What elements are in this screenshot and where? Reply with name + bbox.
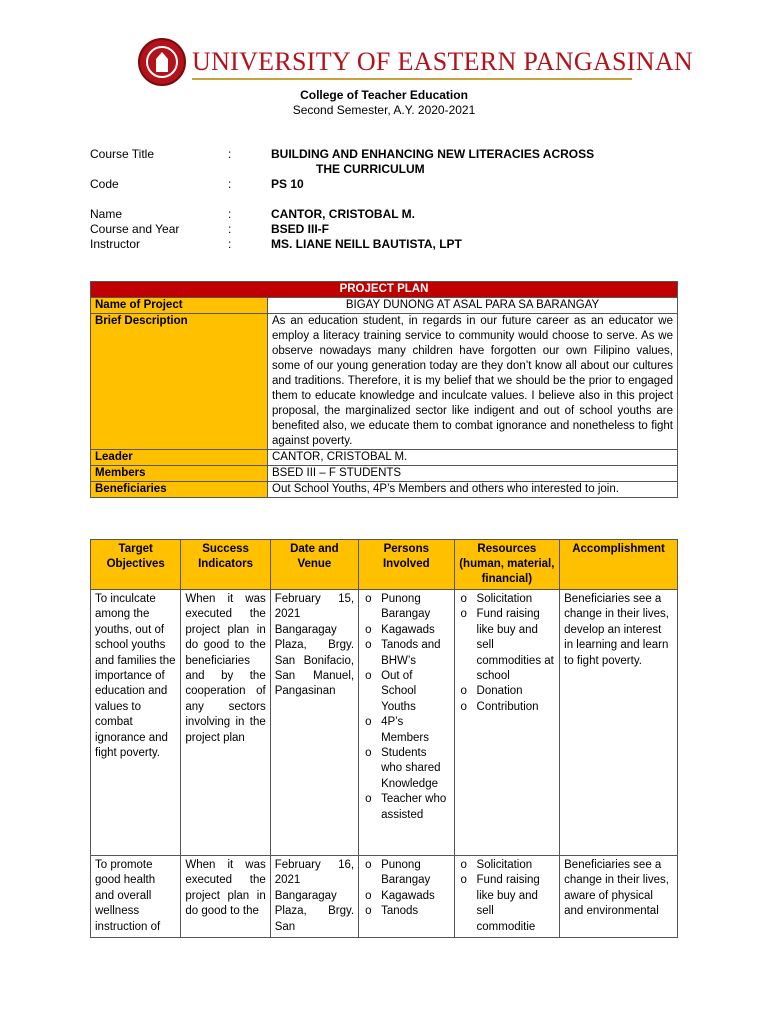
resources-list [459,592,556,715]
header-divider [192,78,632,80]
list-item: o Kagawads [363,623,449,638]
persons-cell [359,856,454,938]
code-label: Code [90,177,119,191]
list-item: o Punong Barangay [363,858,449,889]
list-item: o Fund raising like buy and sell commodities at school [459,607,556,684]
persons-cell [359,590,454,856]
persons-list [363,858,449,920]
table-row [91,314,678,450]
semester-line: Second Semester, A.Y. 2020-2021 [292,103,476,117]
list-item: o Punong Barangay [363,592,449,623]
objective-cell: To promote good health and overall wellness instruction of [91,856,181,938]
resources-cell [454,856,560,938]
table-row [91,298,678,314]
colon: : [228,147,232,161]
persons-list [363,592,449,823]
date-venue-cell: February 16, 2021 Bangaragay Plaza, Brgy. San [270,856,358,938]
resources-cell [454,590,560,856]
column-header-date-venue: Date and Venue [270,540,358,590]
instructor-label: Instructor [90,237,141,251]
course-year-value: BSED III-F [271,222,330,236]
column-header-target-objectives: Target Objectives [91,540,181,590]
project-plan-title: PROJECT PLAN [91,282,678,298]
course-year-label: Course and Year [90,222,180,236]
list-item: o Tanods [363,904,449,919]
table-row [91,482,678,498]
college-name: College of Teacher Education [300,88,468,102]
list-item: o Out of School Youths [363,669,449,715]
colon: : [228,207,232,221]
university-seal-icon [138,38,186,86]
table-row [91,590,678,856]
course-title-value-line2: THE CURRICULUM [316,162,425,176]
list-item: o Kagawads [363,889,449,904]
indicator-cell: When it was executed the project plan in do good to the [181,856,270,938]
list-item: o Solicitation [459,858,556,873]
university-header [138,38,693,86]
instructor-value: MS. LIANE NEILL BAUTISTA, LPT [271,237,462,251]
table-row [91,282,678,298]
objective-cell: To inculcate among the youths, out of school youths and families the importance of education and values to combat ignorance and fight poverty. [91,590,181,856]
project-name-label: Name of Project [91,298,268,314]
list-item: o Teacher who assisted [363,792,449,823]
code-value: PS 10 [271,177,304,191]
colon: : [228,222,232,236]
members-value: BSED III – F STUDENTS [268,466,678,482]
table-header-row [91,540,678,590]
members-label: Members [91,466,268,482]
university-name: UNIVERSITY OF EASTERN PANGASINAN [192,47,693,76]
column-header-success-indicators: Success Indicators [181,540,270,590]
objectives-table [90,539,678,938]
list-item: o Fund raising like buy and sell commoditie [459,873,556,935]
table-row [91,856,678,938]
list-item: o 4P’s Members [363,715,449,746]
list-item: o Tanods and BHW’s [363,638,449,669]
list-item: o Solicitation [459,592,556,607]
course-title-label: Course Title [90,147,155,161]
accomplishment-cell: Beneficiaries see a change in their lives, aware of physical and environmental [560,856,678,938]
project-name-value: BIGAY DUNONG AT ASAL PARA SA BARANGAY [268,298,678,314]
beneficiaries-label: Beneficiaries [91,482,268,498]
colon: : [228,177,232,191]
list-item: o Donation [459,684,556,699]
colon: : [228,237,232,251]
brief-description-label: Brief Description [91,314,268,450]
list-item: o Students who shared Knowledge [363,746,449,792]
column-header-accomplishment: Accomplishment [560,540,678,590]
accomplishment-cell: Beneficiaries see a change in their lives, develop an interest in learning and learn to fight poverty. [560,590,678,856]
table-row [91,466,678,482]
date-venue-cell: February 15, 2021 Bangaragay Plaza, Brgy. San Bonifacio, San Manuel, Pangasinan [270,590,358,856]
column-header-resources: Resources (human, material, financial) [454,540,560,590]
leader-label: Leader [91,450,268,466]
name-label: Name [90,207,123,221]
resources-list [459,858,556,935]
list-item: o Contribution [459,700,556,715]
course-title-value-line1: BUILDING AND ENHANCING NEW LITERACIES ACROSS [271,147,595,161]
indicator-cell: When it was executed the project plan in do good to the beneficiaries and by the cooperation of any sectors involving in the project plan [181,590,270,856]
name-value: CANTOR, CRISTOBAL M. [271,207,416,221]
leader-value: CANTOR, CRISTOBAL M. [268,450,678,466]
brief-description-value: As an education student, in regards in our future career as an educator we employ a literacy training service to community would choose to serve. As we observe nowadays many children have forgotten our own Filipino values, some of our young generation today are they don’t know all about our cultures and traditions. Therefore, it is my belief that we should be the prior to engaged them to educate knowledge and inculcate values. I believe also in this project proposal, the marginalized sector like indigent and out of school youths are benefited also, we educate them to combat ignorance and nonetheless to fight against poverty. [268,314,678,450]
column-header-persons-involved: Persons Involved [359,540,454,590]
table-row [91,450,678,466]
project-plan-table [90,281,678,498]
beneficiaries-value: Out School Youths, 4P’s Members and others who interested to join. [268,482,678,498]
